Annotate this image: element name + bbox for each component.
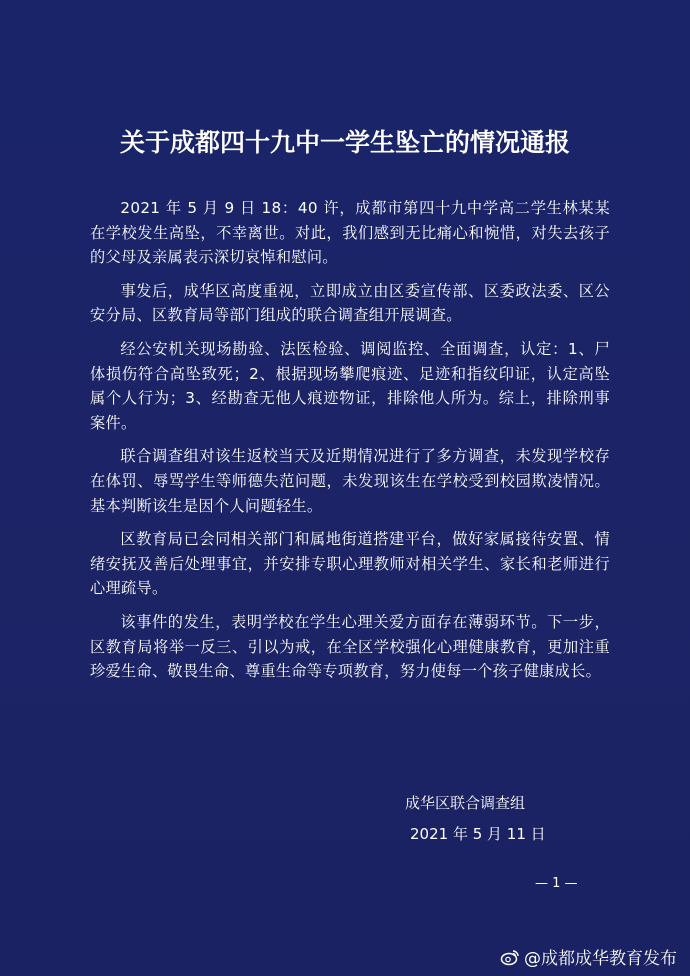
watermark-text: @成都成华教育发布 — [524, 949, 677, 969]
signature-organization: 成华区联合调查组 — [405, 794, 526, 812]
paragraph-4: 联合调查组对该生返校当天及近期情况进行了多方调查，未发现学校存在体罚、辱骂学生等师德失范问题，未发现该生在学校受到校园欺凌情况。基本判断该生是因个人问题轻生。 — [90, 447, 610, 515]
paragraph-1: 2021 年 5 月 9 日 18：40 许，成都市第四十九中学高二学生林某某在学校发生高坠，不幸离世。对此，我们感到无比痛心和惋惜，对失去孩子的父母及亲属表示深切哀悼和慰问。 — [90, 199, 610, 267]
page-number: — 1 — — [535, 876, 578, 891]
document-body — [90, 196, 610, 693]
weibo-icon — [500, 947, 520, 967]
watermark[interactable] — [500, 944, 677, 969]
paragraph-3: 经公安机关现场勘验、法医检验、调阅监控、全面调查，认定：1、尸体损伤符合高坠致死；2、根据现场攀爬痕迹、足迹和指纹印证，认定高坠属个人行为；3、经勘查无他人痕迹物证，排除他人所为。综上，排除刑事案件。 — [90, 339, 610, 432]
signature-date: 2021 年 5 月 11 日 — [410, 825, 546, 843]
document-title: 关于成都四十九中一学生坠亡的情况通报 — [119, 128, 570, 157]
paragraph-5: 区教育局已会同相关部门和属地街道搭建平台，做好家属接待安置、情绪安抚及善后处理事宜，并安排专职心理教师对相关学生、家长和老师进行心理疏导。 — [90, 530, 610, 598]
paragraph-6: 该事件的发生，表明学校在学生心理关爱方面存在薄弱环节。下一步，区教育局将举一反三、引以为戒，在全区学校强化心理健康教育，更加注重珍爱生命、敬畏生命、尊重生命等专项教育，努力使每一个孩子健康成长。 — [90, 612, 610, 681]
paragraph-2: 事发后，成华区高度重视，立即成立由区委宣传部、区委政法委、区公安分局、区教育局等部门组成的联合调查组开展调查。 — [90, 281, 610, 325]
